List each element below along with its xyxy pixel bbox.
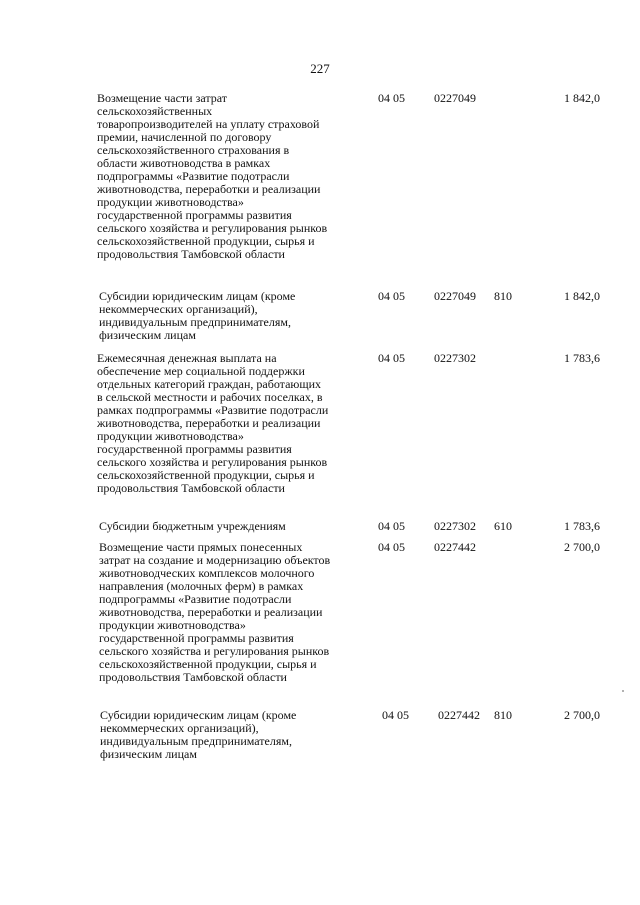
row-amount: 1 842,0 <box>564 91 600 105</box>
row-target-code: 0227302 <box>434 519 476 533</box>
row-section-code: 04 05 <box>378 91 405 105</box>
row-expense-type: 610 <box>494 519 512 533</box>
row-description: Субсидии юридическим лицам (кроме некоммерческих организаций), индивидуальным предпринимателям, физическим лицам <box>100 708 297 761</box>
scan-speck <box>622 690 624 692</box>
row-amount: 2 700,0 <box>564 708 600 722</box>
row-description: Возмещение части затрат сельскохозяйственных товаропроизводителей на уплату страховой премии, начисленной по договору сельскохозяйственного страхования в области животноводства в рамках подпрограммы «Развитие подотрасли животноводства, переработки и реализации продукции животноводства» государственной программы развития сельского хозяйства и регулирования рынков сельскохозяйственной продукции, сырья и продовольствия Тамбовской области <box>97 91 328 261</box>
row-section-code: 04 05 <box>378 540 405 554</box>
row-amount: 1 842,0 <box>564 289 600 303</box>
row-target-code: 0227049 <box>434 289 476 303</box>
row-target-code: 0227442 <box>434 540 476 554</box>
row-description: Субсидии бюджетным учреждениям <box>99 519 286 533</box>
row-description: Субсидии юридическим лицам (кроме некоммерческих организаций), индивидуальным предпринимателям, физическим лицам <box>99 289 296 342</box>
row-amount: 1 783,6 <box>564 351 600 365</box>
row-target-code: 0227302 <box>434 351 476 365</box>
row-expense-type: 810 <box>494 708 512 722</box>
row-expense-type: 810 <box>494 289 512 303</box>
row-section-code: 04 05 <box>378 351 405 365</box>
row-section-code: 04 05 <box>382 708 409 722</box>
page-number: 227 <box>310 61 330 76</box>
row-amount: 1 783,6 <box>564 519 600 533</box>
row-description: Ежемесячная денежная выплата на обеспечение мер социальной поддержки отдельных категорий граждан, работающих в сельской местности и рабочих поселках, в рамках подпрограммы «Развитие подотрасли животноводства, переработки и реализации продукции животноводства» государственной программы развития сельского хозяйства и регулирования рынков сельскохозяйственной продукции, сырья и продовольствия Тамбовской области <box>97 351 329 495</box>
row-target-code: 0227442 <box>438 708 480 722</box>
row-amount: 2 700,0 <box>564 540 600 554</box>
row-target-code: 0227049 <box>434 91 476 105</box>
row-section-code: 04 05 <box>378 289 405 303</box>
row-section-code: 04 05 <box>378 519 405 533</box>
row-description: Возмещение части прямых понесенных затрат на создание и модернизацию объектов животноводческих комплексов молочного направления (молочных ферм) в рамках подпрограммы «Развитие подотрасли животноводства, переработки и реализации продукции животноводства» государственной программы развития сельского хозяйства и регулирования рынков сельскохозяйственной продукции, сырья и продовольствия Тамбовской области <box>99 540 331 684</box>
